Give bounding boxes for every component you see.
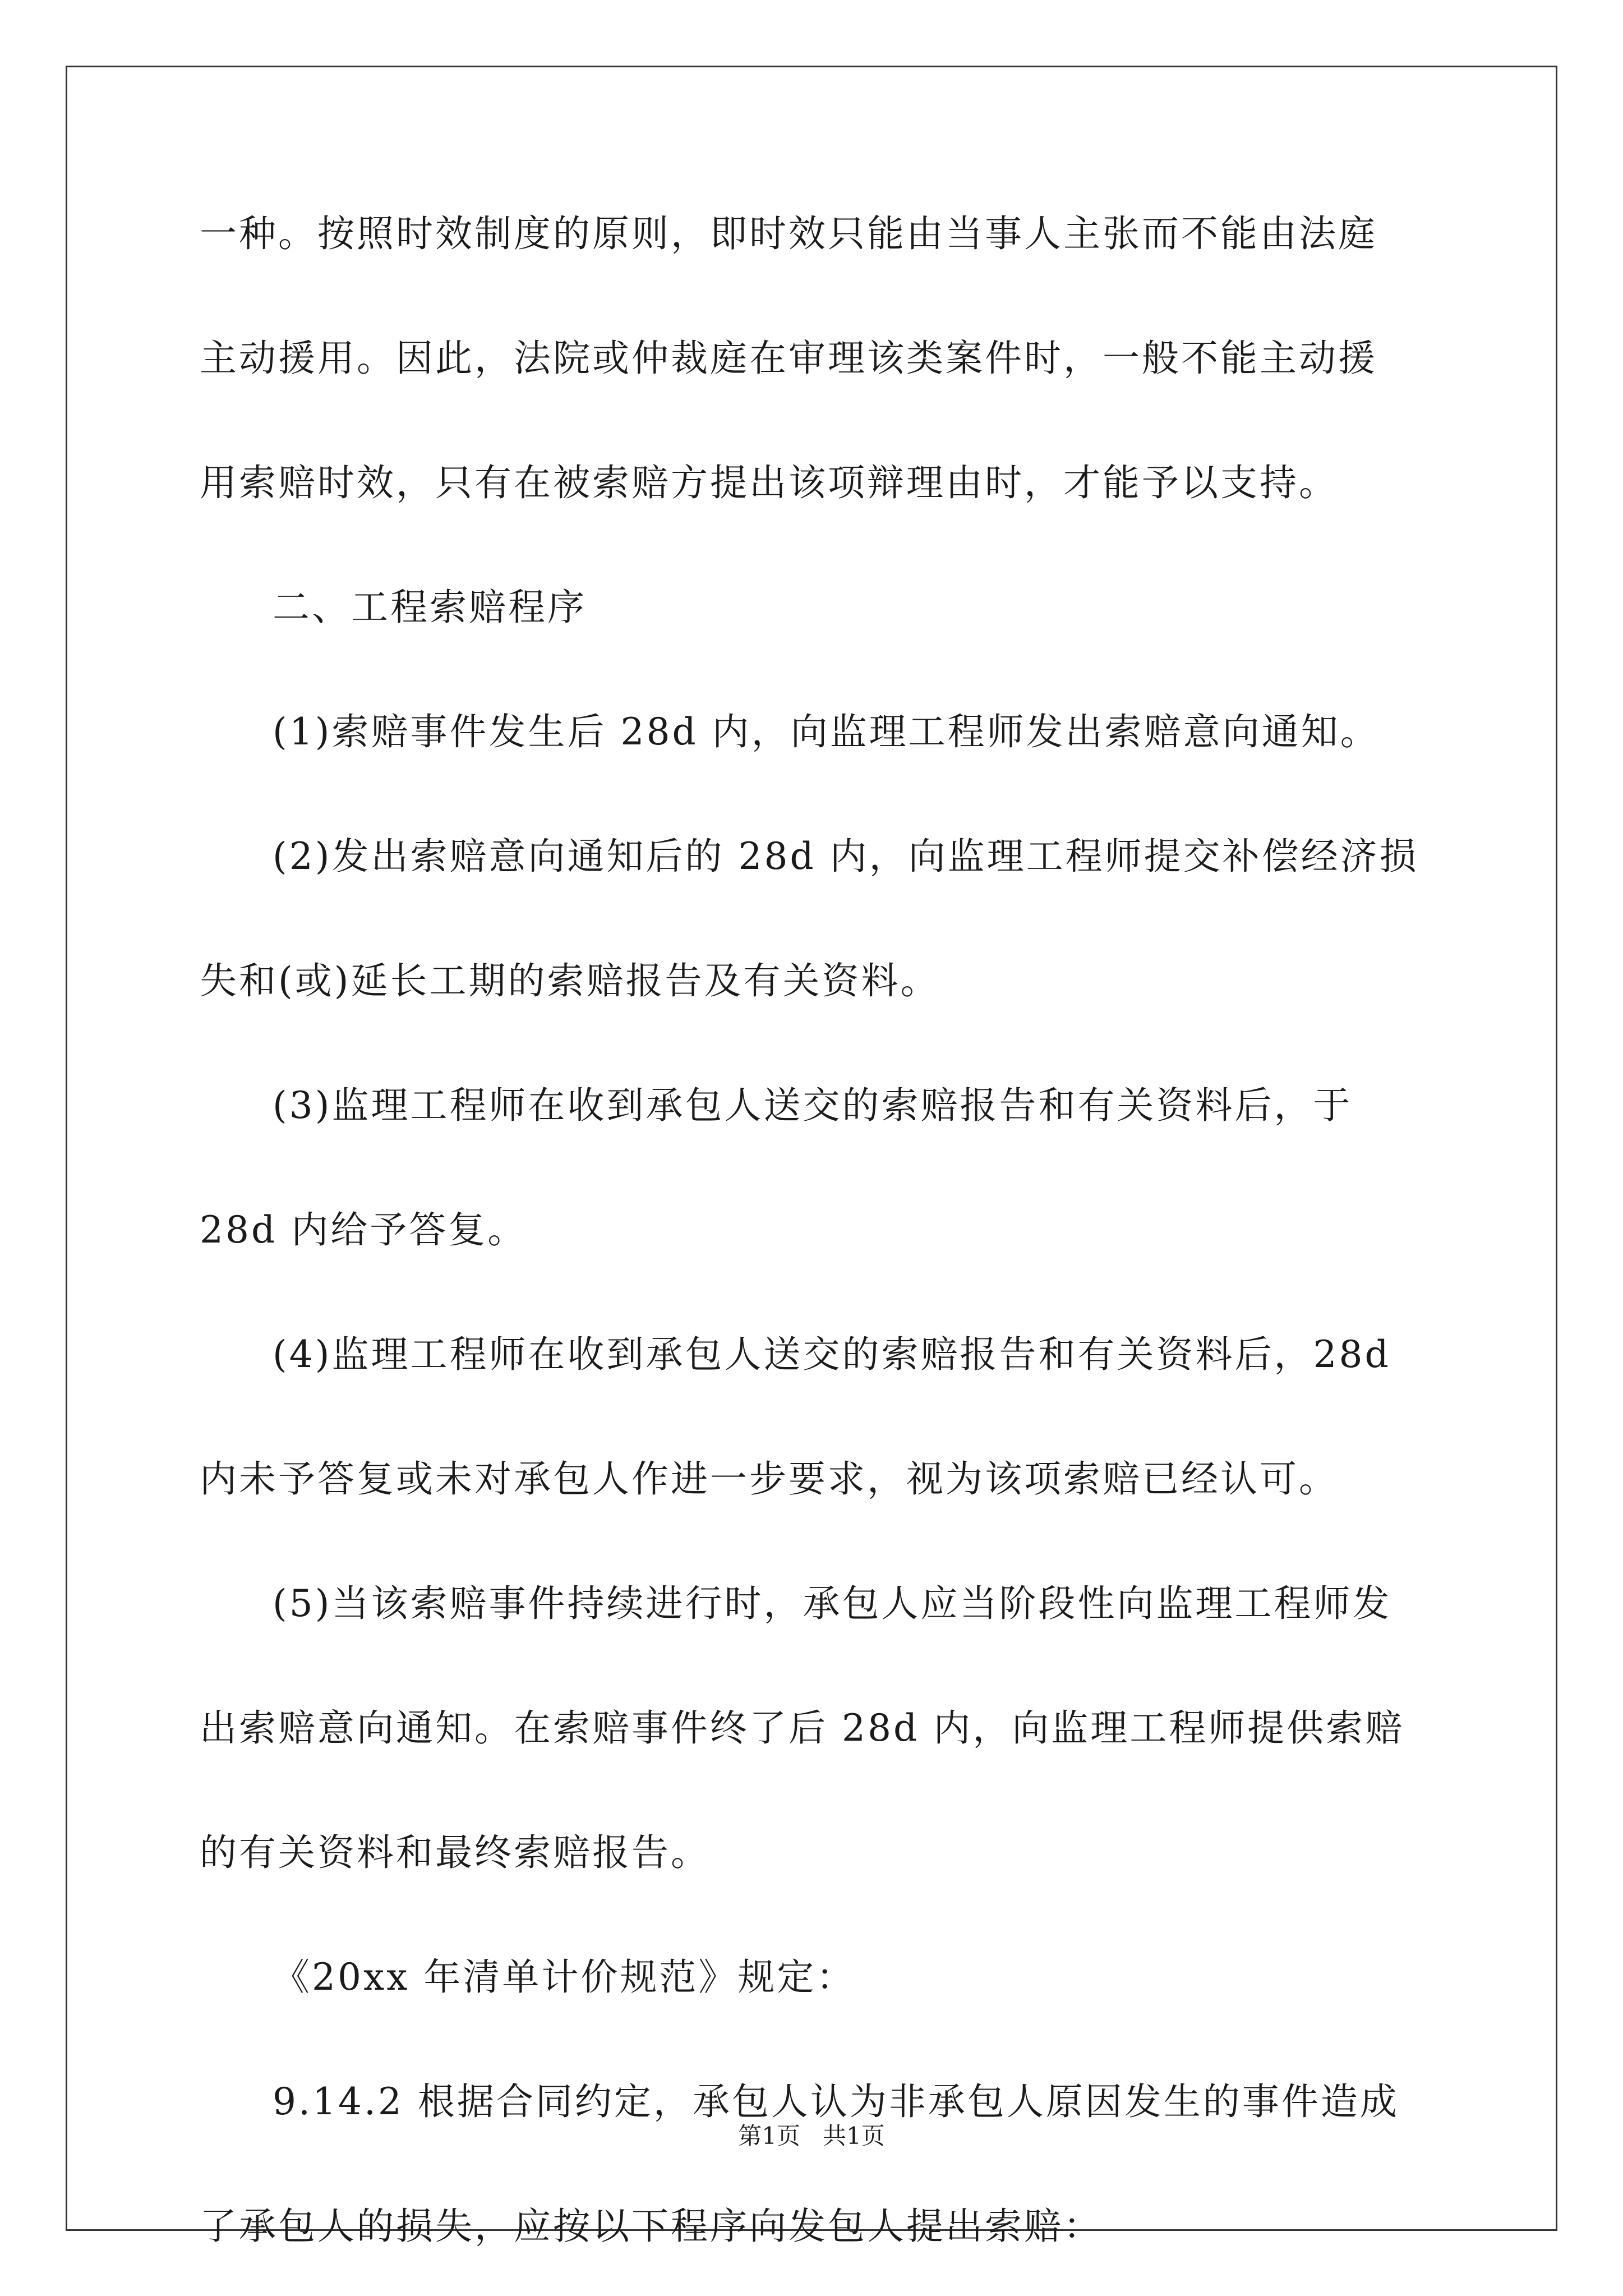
paragraph-line: 出索赔意向通知。在索赔事件终了后 28d 内，向监理工程师提供索赔 bbox=[200, 1706, 1405, 1750]
paragraph-line: 一种。按照时效制度的原则，即时效只能由当事人主张而不能由法庭 bbox=[200, 212, 1377, 255]
paragraph-line: (1)索赔事件发生后 28d 内，向监理工程师发出索赔意向通知。 bbox=[273, 710, 1380, 753]
paragraph-line: (3)监理工程师在收到承包人送交的索赔报告和有关资料后，于 bbox=[273, 1084, 1353, 1127]
paragraph-line: 《20xx 年清单计价规范》规定： bbox=[273, 1955, 856, 1999]
paragraph-line: 9.14.2 根据合同约定，承包人认为非承包人原因发生的事件造成 bbox=[273, 2080, 1399, 2123]
page-border bbox=[66, 66, 1557, 2231]
paragraph-line: (2)发出索赔意向通知后的 28d 内，向监理工程师提交补偿经济损 bbox=[273, 835, 1419, 878]
paragraph-line: (4)监理工程师在收到承包人送交的索赔报告和有关资料后，28d bbox=[273, 1333, 1391, 1376]
paragraph-line: 28d 内给予答复。 bbox=[200, 1208, 527, 1251]
section-heading: 二、工程索赔程序 bbox=[273, 586, 587, 629]
paragraph-line: 内未予答复或未对承包人作进一步要求，视为该项索赔已经认可。 bbox=[200, 1457, 1338, 1501]
paragraph-line: 用索赔时效，只有在被索赔方提出该项辩理由时，才能予以支持。 bbox=[200, 461, 1338, 504]
paragraph-line: 主动援用。因此，法院或仲裁庭在审理该类案件时，一般不能主动援 bbox=[200, 337, 1377, 380]
paragraph-line: (5)当该索赔事件持续进行时，承包人应当阶段性向监理工程师发 bbox=[273, 1582, 1392, 1625]
page-number-footer: 第1页 共1页 bbox=[738, 2122, 885, 2150]
paragraph-line: 失和(或)延长工期的索赔报告及有关资料。 bbox=[200, 959, 940, 1002]
paragraph-line: 的有关资料和最终索赔报告。 bbox=[200, 1831, 710, 1874]
paragraph-line: 了承包人的损失，应按以下程序向发包人提出索赔： bbox=[200, 2205, 1103, 2248]
